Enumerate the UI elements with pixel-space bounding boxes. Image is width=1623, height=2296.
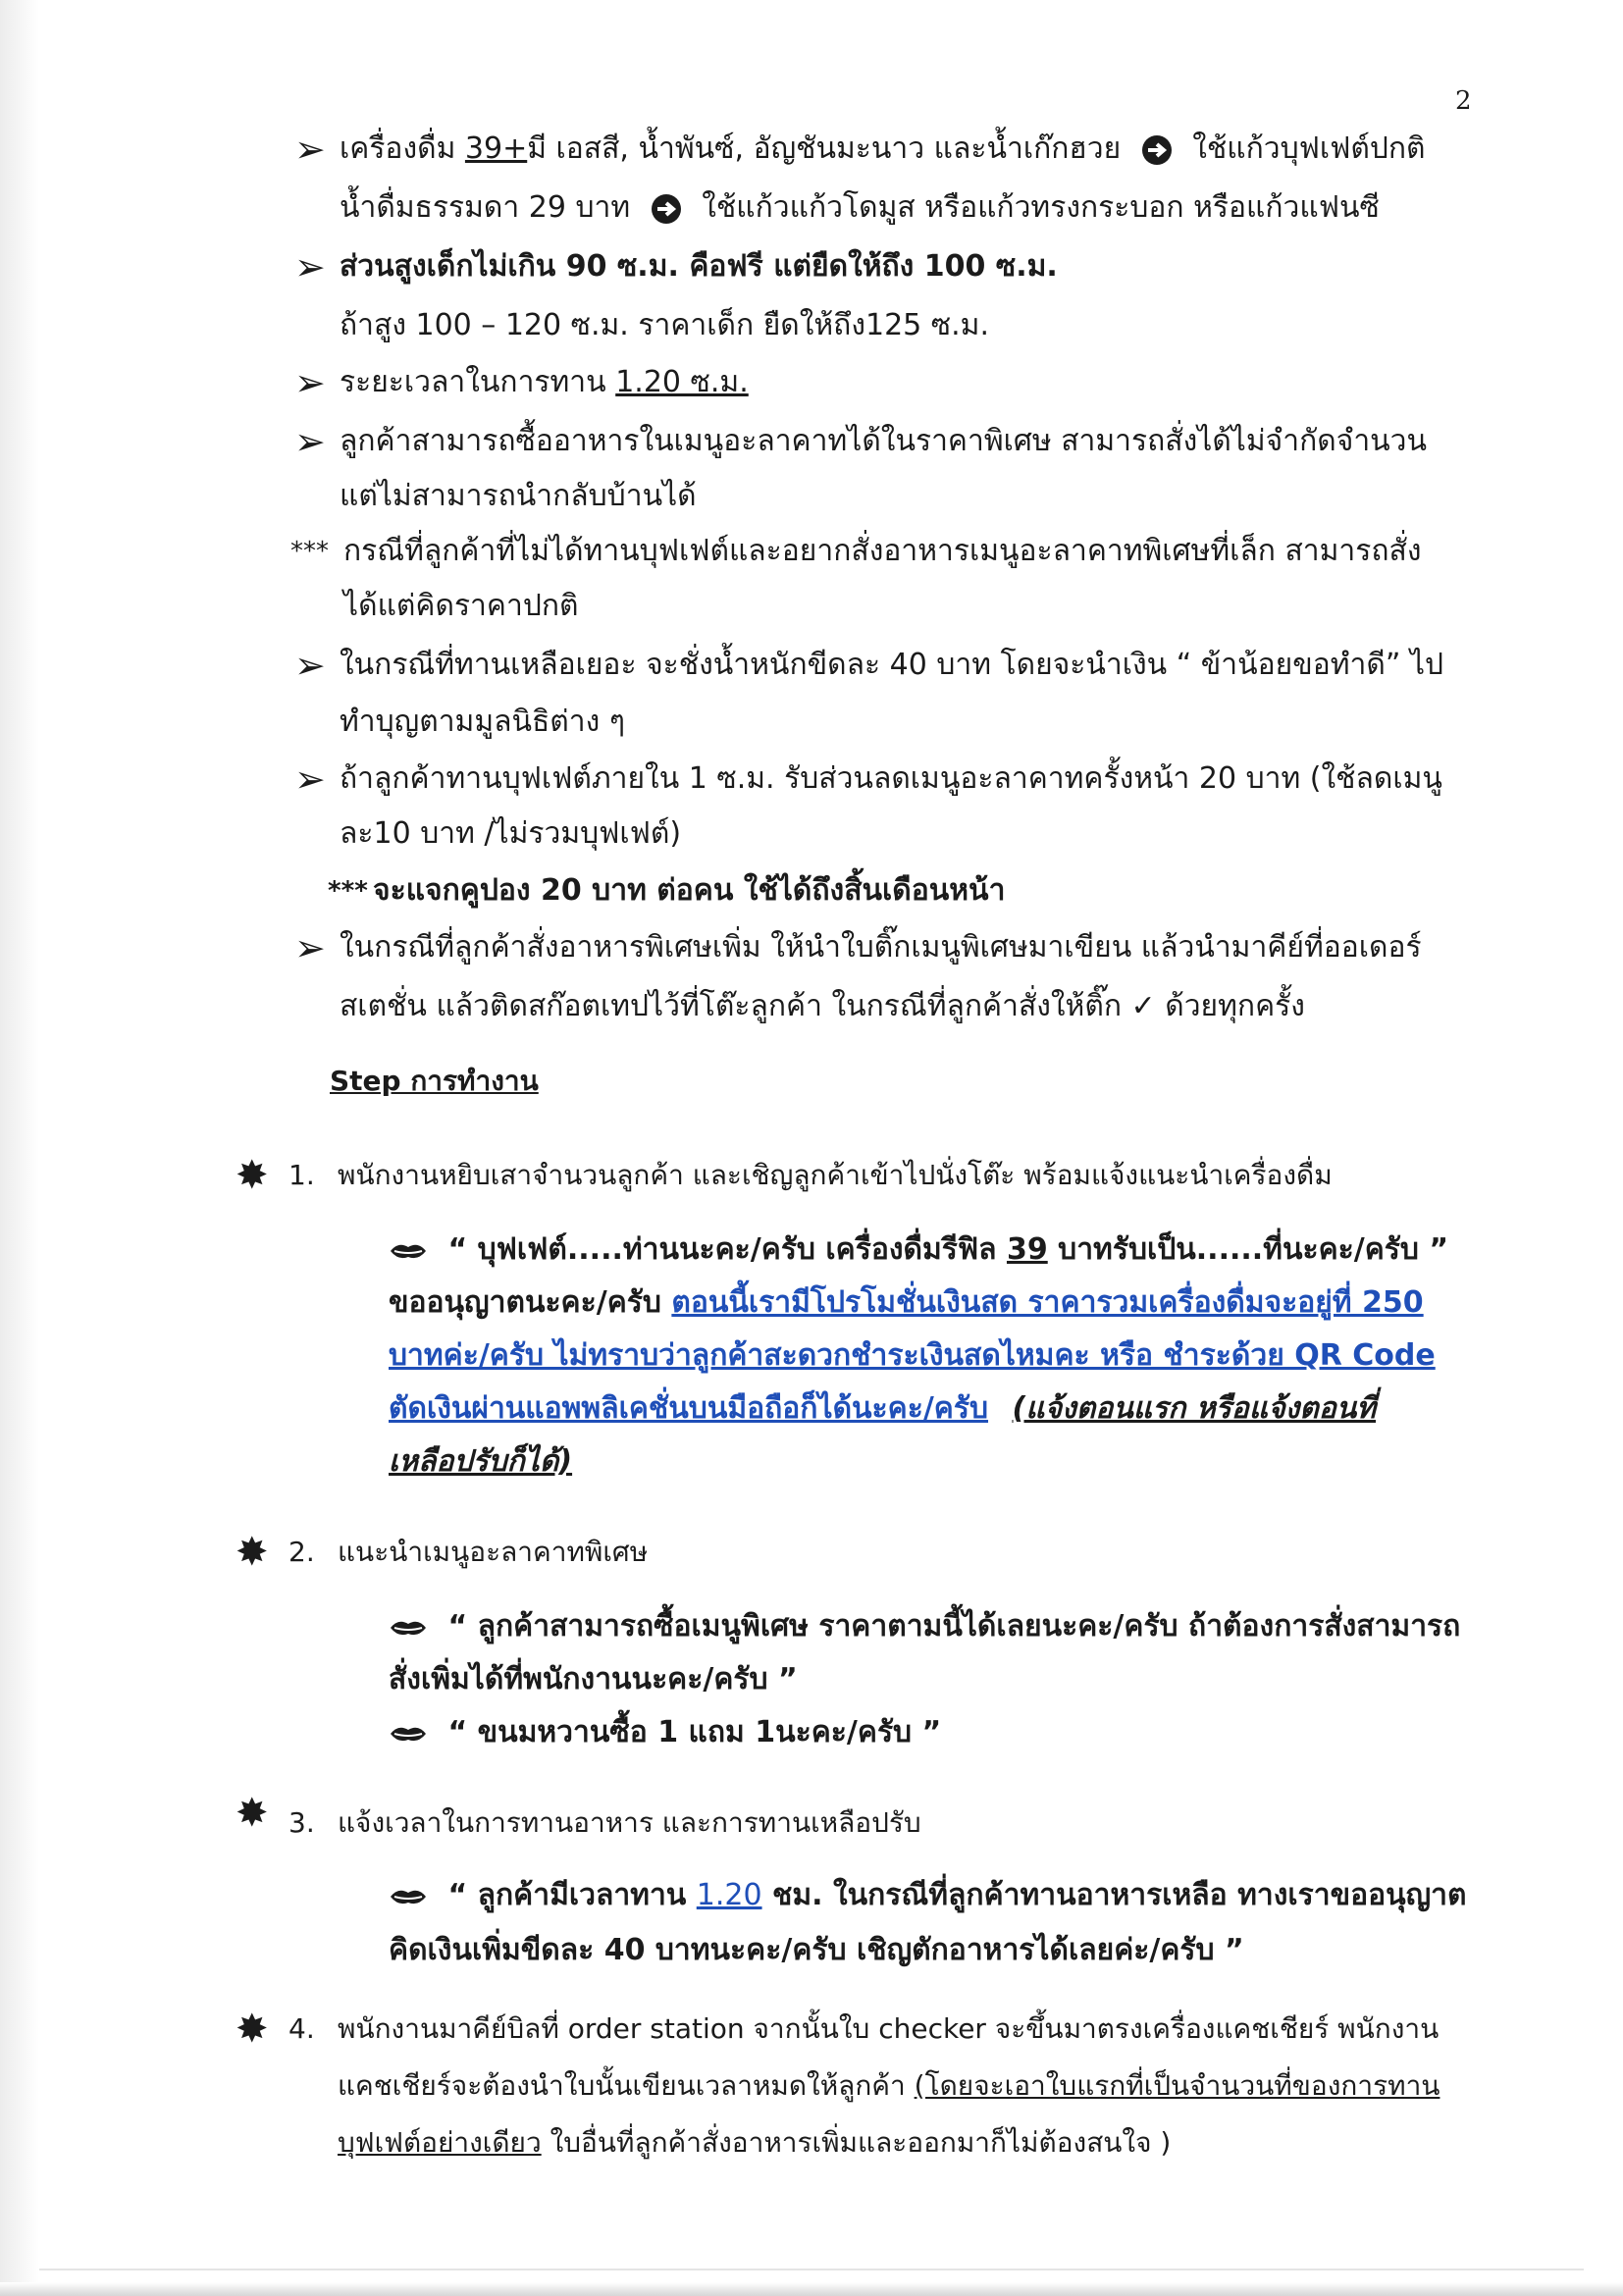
step4-line3: บุฟเฟต์อย่างเดียว ใบอื่นที่ลูกค้าสั่งอาหารเพิ่มและออกมาก็ไม่ต้องสนใจ )	[338, 2126, 1172, 2159]
step2-title: แนะนำเมนูอะลาคาทพิเศษ	[338, 1536, 649, 1568]
bullet-alacarte-line2: แต่ไม่สามารถนำกลับบ้านได้	[340, 479, 697, 513]
step1-script-line3: บาทค่ะ/ครับ ไม่ทราบว่าลูกค้าสะดวกชำระเงินสดไหมคะ หรือ ชำระด้วย QR Code	[389, 1338, 1436, 1373]
bullet-special-order-line1: ในกรณีที่ลูกค้าสั่งอาหารพิเศษเพิ่ม ให้นำใบติ๊กเมนูพิเศษมาเขียน แล้วนำมาคีย์ที่ออเดอร์	[340, 930, 1422, 965]
step2-script-line3: “ ขนมหวานซื้อ 1 แถม 1นะคะ/ครับ ”	[389, 1711, 941, 1754]
step3-script-line1: “ ลูกค้ามีเวลาทาน 1.20 ชม. ในกรณีที่ลูกค้าทานอาหารเหลือ ทางเราขออนุญาต	[389, 1874, 1467, 1917]
arrow-bullet-icon: ➢	[294, 644, 326, 687]
bullet-drinks-line1: เครื่องดื่ม 39+มี เอสสี, น้ำพันซ์, อัญชันมะนาว และน้ำเก๊กฮวย ใช้แก้วบุฟเฟต์ปกติ	[340, 131, 1426, 166]
lips-icon	[389, 1886, 428, 1907]
arrow-bullet-icon: ➢	[294, 757, 326, 801]
promo-text: ตอนนี้เรามีโปรโมชั่นเงินสด ราคารวมเครื่องดื่มจะอยู่ที่ 250	[671, 1285, 1424, 1320]
step1-script-line4: ตัดเงินผ่านแอพพลิเคชั่นบนมือถือก็ได้นะคะ/ครับ (แจ้งตอนแรก หรือแจ้งตอนที่	[389, 1391, 1377, 1426]
note-stars: ***	[290, 537, 329, 566]
page-number: 2	[1455, 86, 1472, 116]
checkmark-icon: ✓	[1130, 989, 1156, 1023]
bullet-special-order-line2: สเตชั่น แล้วติดสก๊อตเทปไว้ที่โต๊ะลูกค้า ในกรณีที่ลูกค้าสั่งให้ติ๊ก ✓ ด้วยทุกครั้ง	[340, 989, 1305, 1023]
bullet-height-line1: ส่วนสูงเด็กไม่เกิน 90 ซ.ม. คือฟรี แต่ยืดให้ถึง 100 ซ.ม.	[340, 249, 1058, 284]
scan-shadow-left	[0, 0, 39, 2296]
step-number: 2.	[288, 1536, 315, 1568]
scan-shadow-bottom	[0, 2282, 1623, 2296]
step4-line2: แคชเชียร์จะต้องนำใบนั้นเขียนเวลาหมดให้ลูกค้า (โดยจะเอาใบแรกที่เป็นจำนวนที่ของการทาน	[338, 2069, 1440, 2102]
note-coupon: จะแจกคูปอง 20 บาท ต่อคน ใช้ได้ถึงสิ้นเดือนหน้า	[373, 873, 1006, 908]
step-number: 3.	[288, 1806, 315, 1839]
star-bullet-icon: ✸	[236, 1791, 269, 1836]
lips-icon	[389, 1617, 428, 1639]
bullet-leftover-line1: ในกรณีที่ทานเหลือเยอะ จะชั่งน้ำหนักขีดละ 40 บาท โดยจะนำเงิน “ ข้าน้อยขอทำดี” ไป	[340, 648, 1444, 682]
step-number: 1.	[288, 1159, 315, 1191]
step4-line1: พนักงานมาคีย์บิลที่ order station จากนั้นใบ checker จะขึ้นมาตรงเครื่องแคชเชียร์ พนักงาน	[338, 2012, 1440, 2045]
step2-script-line2: สั่งเพิ่มได้ที่พนักงานนะคะ/ครับ ”	[389, 1662, 798, 1696]
step1-title: พนักงานหยิบเสาจำนวนลูกค้า และเชิญลูกค้าเข้าไปนั่งโต๊ะ พร้อมแจ้งแนะนำเครื่องดื่ม	[338, 1159, 1333, 1191]
step3-script-line2: คิดเงินเพิ่มขีดละ 40 บาทนะคะ/ครับ เชิญตักอาหารได้เลยค่ะ/ครับ ”	[389, 1933, 1244, 1967]
arrow-bullet-icon: ➢	[294, 245, 326, 288]
step-number: 4.	[288, 2012, 315, 2045]
arrow-bullet-icon: ➢	[294, 926, 326, 969]
note-nonbuffet-line1: กรณีที่ลูกค้าที่ไม่ได้ทานบุฟเฟต์และอยากสั่งอาหารเมนูอะลาคาทพิเศษที่เล็ก สามารถสั่ง	[343, 534, 1422, 568]
bullet-alacarte-line1: ลูกค้าสามารถซื้ออาหารในเมนูอะลาคาทได้ในราคาพิเศษ สามารถสั่งได้ไม่จำกัดจำนวน	[340, 424, 1428, 458]
arrow-bullet-icon: ➢	[294, 128, 326, 171]
scan-line	[39, 2269, 1584, 2270]
note-nonbuffet-line2: ได้แต่คิดราคาปกติ	[343, 589, 579, 623]
bullet-leftover-line2: ทำบุญตามมูลนิธิต่าง ๆ	[340, 704, 625, 739]
star-bullet-icon: ✸	[236, 1530, 269, 1575]
bullet-discount-line1: ถ้าลูกค้าทานบุฟเฟต์ภายใน 1 ซ.ม. รับส่วนลดเมนูอะลาคาทครั้งหน้า 20 บาท (ใช้ลดเมนู	[340, 761, 1442, 796]
lips-icon	[389, 1723, 428, 1745]
step3-title: แจ้งเวลาในการทานอาหาร และการทานเหลือปรับ	[338, 1806, 921, 1839]
note-stars: ***	[328, 876, 368, 906]
step-heading: Step การทำงาน	[330, 1065, 539, 1097]
arrow-bullet-icon: ➢	[294, 361, 326, 404]
bullet-height-line2: ถ้าสูง 100 – 120 ซ.ม. ราคาเด็ก ยืดให้ถึง125 ซ.ม.	[340, 308, 989, 342]
step1-script-line1: “ บุฟเฟต์.....ท่านนะคะ/ครับ เครื่องดื่มรีฟิล 39 บาทรับเป็น......ที่นะคะ/ครับ ”	[389, 1228, 1448, 1272]
lips-icon	[389, 1240, 428, 1262]
bullet-discount-line2: ละ10 บาท /ไม่รวมบุฟเฟต์)	[340, 816, 682, 851]
bullet-drinks-line2: น้ำดื่มธรรมดา 29 บาท ใช้แก้วแก้วโดมูส หรือแก้วทรงกระบอก หรือแก้วแฟนซี	[340, 190, 1380, 225]
star-bullet-icon: ✸	[236, 2007, 269, 2052]
circle-arrow-icon	[650, 192, 683, 226]
step1-script-line2: ขออนุญาตนะคะ/ครับ ตอนนี้เรามีโปรโมชั่นเงินสด ราคารวมเครื่องดื่มจะอยู่ที่ 250	[389, 1285, 1424, 1320]
arrow-bullet-icon: ➢	[294, 420, 326, 463]
step1-script-line5: เหลือปรับก็ได้)	[389, 1444, 573, 1479]
star-bullet-icon: ✸	[236, 1153, 269, 1198]
circle-arrow-icon	[1140, 133, 1174, 167]
step2-script-line1: “ ลูกค้าสามารถซื้อเมนูพิเศษ ราคาตามนี้ได้เลยนะคะ/ครับ ถ้าต้องการสั่งสามารถ	[389, 1605, 1460, 1648]
bullet-duration: ระยะเวลาในการทาน 1.20 ซ.ม.	[340, 365, 749, 399]
